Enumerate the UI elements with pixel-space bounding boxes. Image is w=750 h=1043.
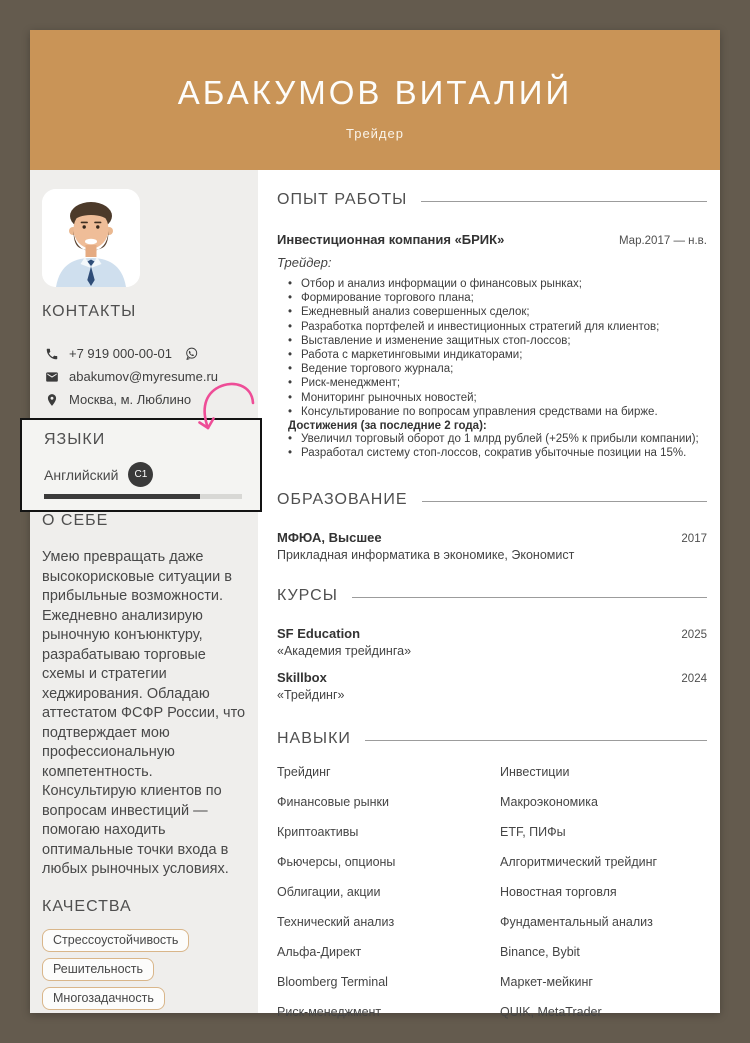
language-progress-fill	[44, 494, 200, 499]
achievements-heading: Достижения (за последние 2 года):	[288, 420, 487, 433]
duty-item: • Отбор и анализ информации о финансовых рынках;	[288, 277, 707, 291]
course-title: «Академия трейдинга»	[277, 644, 412, 659]
achievement-item: • Увеличил торговый оборот до 1 млрд рублей (+25% к прибыли компании);	[288, 432, 707, 446]
duty-item: • Ведение торгового журнала;	[288, 362, 707, 376]
language-level-badge: C1	[128, 462, 153, 487]
heading-rule	[421, 201, 707, 202]
heading-rule	[365, 740, 707, 741]
skill-item: Облигации, акции	[277, 885, 381, 900]
location-text: Москва, м. Люблино	[69, 392, 192, 407]
skill-item: Binance, Bybit	[500, 945, 580, 960]
duty-item: • Работа с маркетинговыми индикаторами;	[288, 348, 707, 362]
course-title: «Трейдинг»	[277, 688, 345, 703]
courses-heading-text: КУРСЫ	[277, 587, 338, 605]
duty-item: • Выставление и изменение защитных стоп-лоссов;	[288, 334, 707, 348]
education-entry	[277, 530, 707, 562]
person-name: АБАКУМОВ ВИТАЛИЙ	[177, 74, 573, 111]
languages-heading: ЯЗЫКИ	[44, 431, 106, 448]
course-year: 2024	[681, 673, 707, 686]
skill-item: Макроэкономика	[500, 795, 598, 810]
quality-pill: Стрессоустойчивость	[42, 929, 189, 952]
duty-item: • Консультирование по вопросам управления средствами на бирже.	[288, 405, 707, 419]
skill-item: Фьючерсы, опционы	[277, 855, 396, 870]
quality-pill: Многозадачность	[42, 987, 165, 1010]
contact-phone-row	[44, 345, 258, 362]
resume-header	[30, 30, 720, 170]
skills-heading-text: НАВЫКИ	[277, 730, 351, 748]
location-pin-icon	[44, 392, 59, 407]
whatsapp-icon[interactable]	[184, 346, 199, 361]
education-year: 2017	[681, 533, 707, 546]
contact-email-row	[44, 368, 258, 385]
courses-section-heading	[277, 587, 707, 605]
duty-item: • Формирование торгового плана;	[288, 291, 707, 305]
skill-item: ETF, ПИФы	[500, 825, 566, 840]
contact-location-row	[44, 391, 258, 408]
course-provider: SF Education	[277, 626, 361, 642]
skill-item: QUIK, MetaTrader	[500, 1005, 602, 1020]
skill-item: Технический анализ	[277, 915, 395, 930]
education-school: МФЮА, Высшее	[277, 530, 382, 546]
skill-item: Финансовые рынки	[277, 795, 389, 810]
duty-item: • Разработка портфелей и инвестиционных стратегий для клиентов;	[288, 320, 707, 334]
about-text: Умею превращать даже высокорисковые ситуации в прибыльные возможности. Ежедневно анализирую рыночную конъюнктуру, разрабатываю торговые схемы и стратегии хеджирования. Обладаю аттестатом ФСФР России, что подтверждает мою профессиональную компетентность. Консультирую клиентов по вопросам инвестиций — помогаю находить оптимальные точки входа в любых рыночных условиях.	[42, 549, 246, 877]
experience-heading-text: ОПЫТ РАБОТЫ	[277, 191, 408, 208]
achievements-list	[277, 432, 707, 460]
skills-grid	[277, 765, 707, 1019]
skill-item: Инвестиции	[500, 765, 570, 780]
job-header-row	[277, 232, 707, 247]
person-role: Трейдер	[346, 126, 404, 141]
contacts-list	[44, 345, 258, 408]
skill-item: Алгоритмический трейдинг	[500, 855, 658, 870]
company-name: Инвестиционная компания «БРИК»	[277, 232, 505, 247]
job-period: Мар.2017 — н.в.	[618, 235, 707, 247]
heading-rule	[352, 597, 707, 598]
experience-section-heading	[277, 191, 707, 209]
profile-photo-illustration	[42, 189, 140, 287]
profile-photo	[42, 189, 140, 287]
qualities-list	[42, 929, 258, 1010]
course-entry	[277, 626, 707, 658]
skill-item: Криптоактивы	[277, 825, 359, 840]
skill-item: Альфа-Директ	[277, 945, 362, 960]
duty-item: • Мониторинг рыночных новостей;	[288, 391, 707, 405]
skill-item: Фундаментальный анализ	[500, 915, 653, 930]
achievement-item: • Разработал систему стоп-лоссов, сократив убыточные позиции на 15%.	[288, 446, 707, 460]
course-provider: Skillbox	[277, 670, 327, 686]
heading-rule	[422, 501, 707, 502]
sidebar	[30, 170, 258, 1013]
languages-highlight-box	[20, 418, 262, 512]
skill-item: Трейдинг	[277, 765, 331, 780]
skill-item: Bloomberg Terminal	[277, 975, 388, 990]
duties-list	[277, 277, 707, 419]
course-entry	[277, 670, 707, 702]
skills-section-heading	[277, 730, 707, 748]
about-heading: О СЕБЕ	[42, 512, 109, 529]
main-column	[258, 170, 720, 1020]
skill-item: Новостная торговля	[500, 885, 617, 900]
skill-item: Риск-менеджмент	[277, 1005, 382, 1020]
course-year: 2025	[681, 629, 707, 642]
language-progress-track	[44, 494, 242, 499]
envelope-icon	[44, 369, 59, 384]
duty-item: • Ежедневный анализ совершенных сделок;	[288, 305, 707, 319]
language-row	[44, 462, 242, 487]
qualities-heading: КАЧЕСТВА	[42, 897, 132, 915]
phone-icon	[44, 346, 59, 361]
language-name: Английский	[44, 466, 119, 483]
quality-pill: Решительность	[42, 958, 154, 981]
contacts-heading: КОНТАКТЫ	[42, 303, 137, 320]
education-detail: Прикладная информатика в экономике, Экономист	[277, 548, 575, 563]
education-heading-text: ОБРАЗОВАНИЕ	[277, 491, 408, 509]
resume-page	[30, 30, 720, 1020]
education-section-heading	[277, 491, 707, 509]
job-title: Трейдер:	[277, 255, 332, 270]
skill-item: Маркет-мейкинг	[500, 975, 593, 990]
duty-item: • Риск-менеджмент;	[288, 376, 707, 390]
phone-number[interactable]: +7 919 000-00-01	[69, 346, 173, 361]
email-address[interactable]: abakumov@myresume.ru	[69, 369, 219, 384]
